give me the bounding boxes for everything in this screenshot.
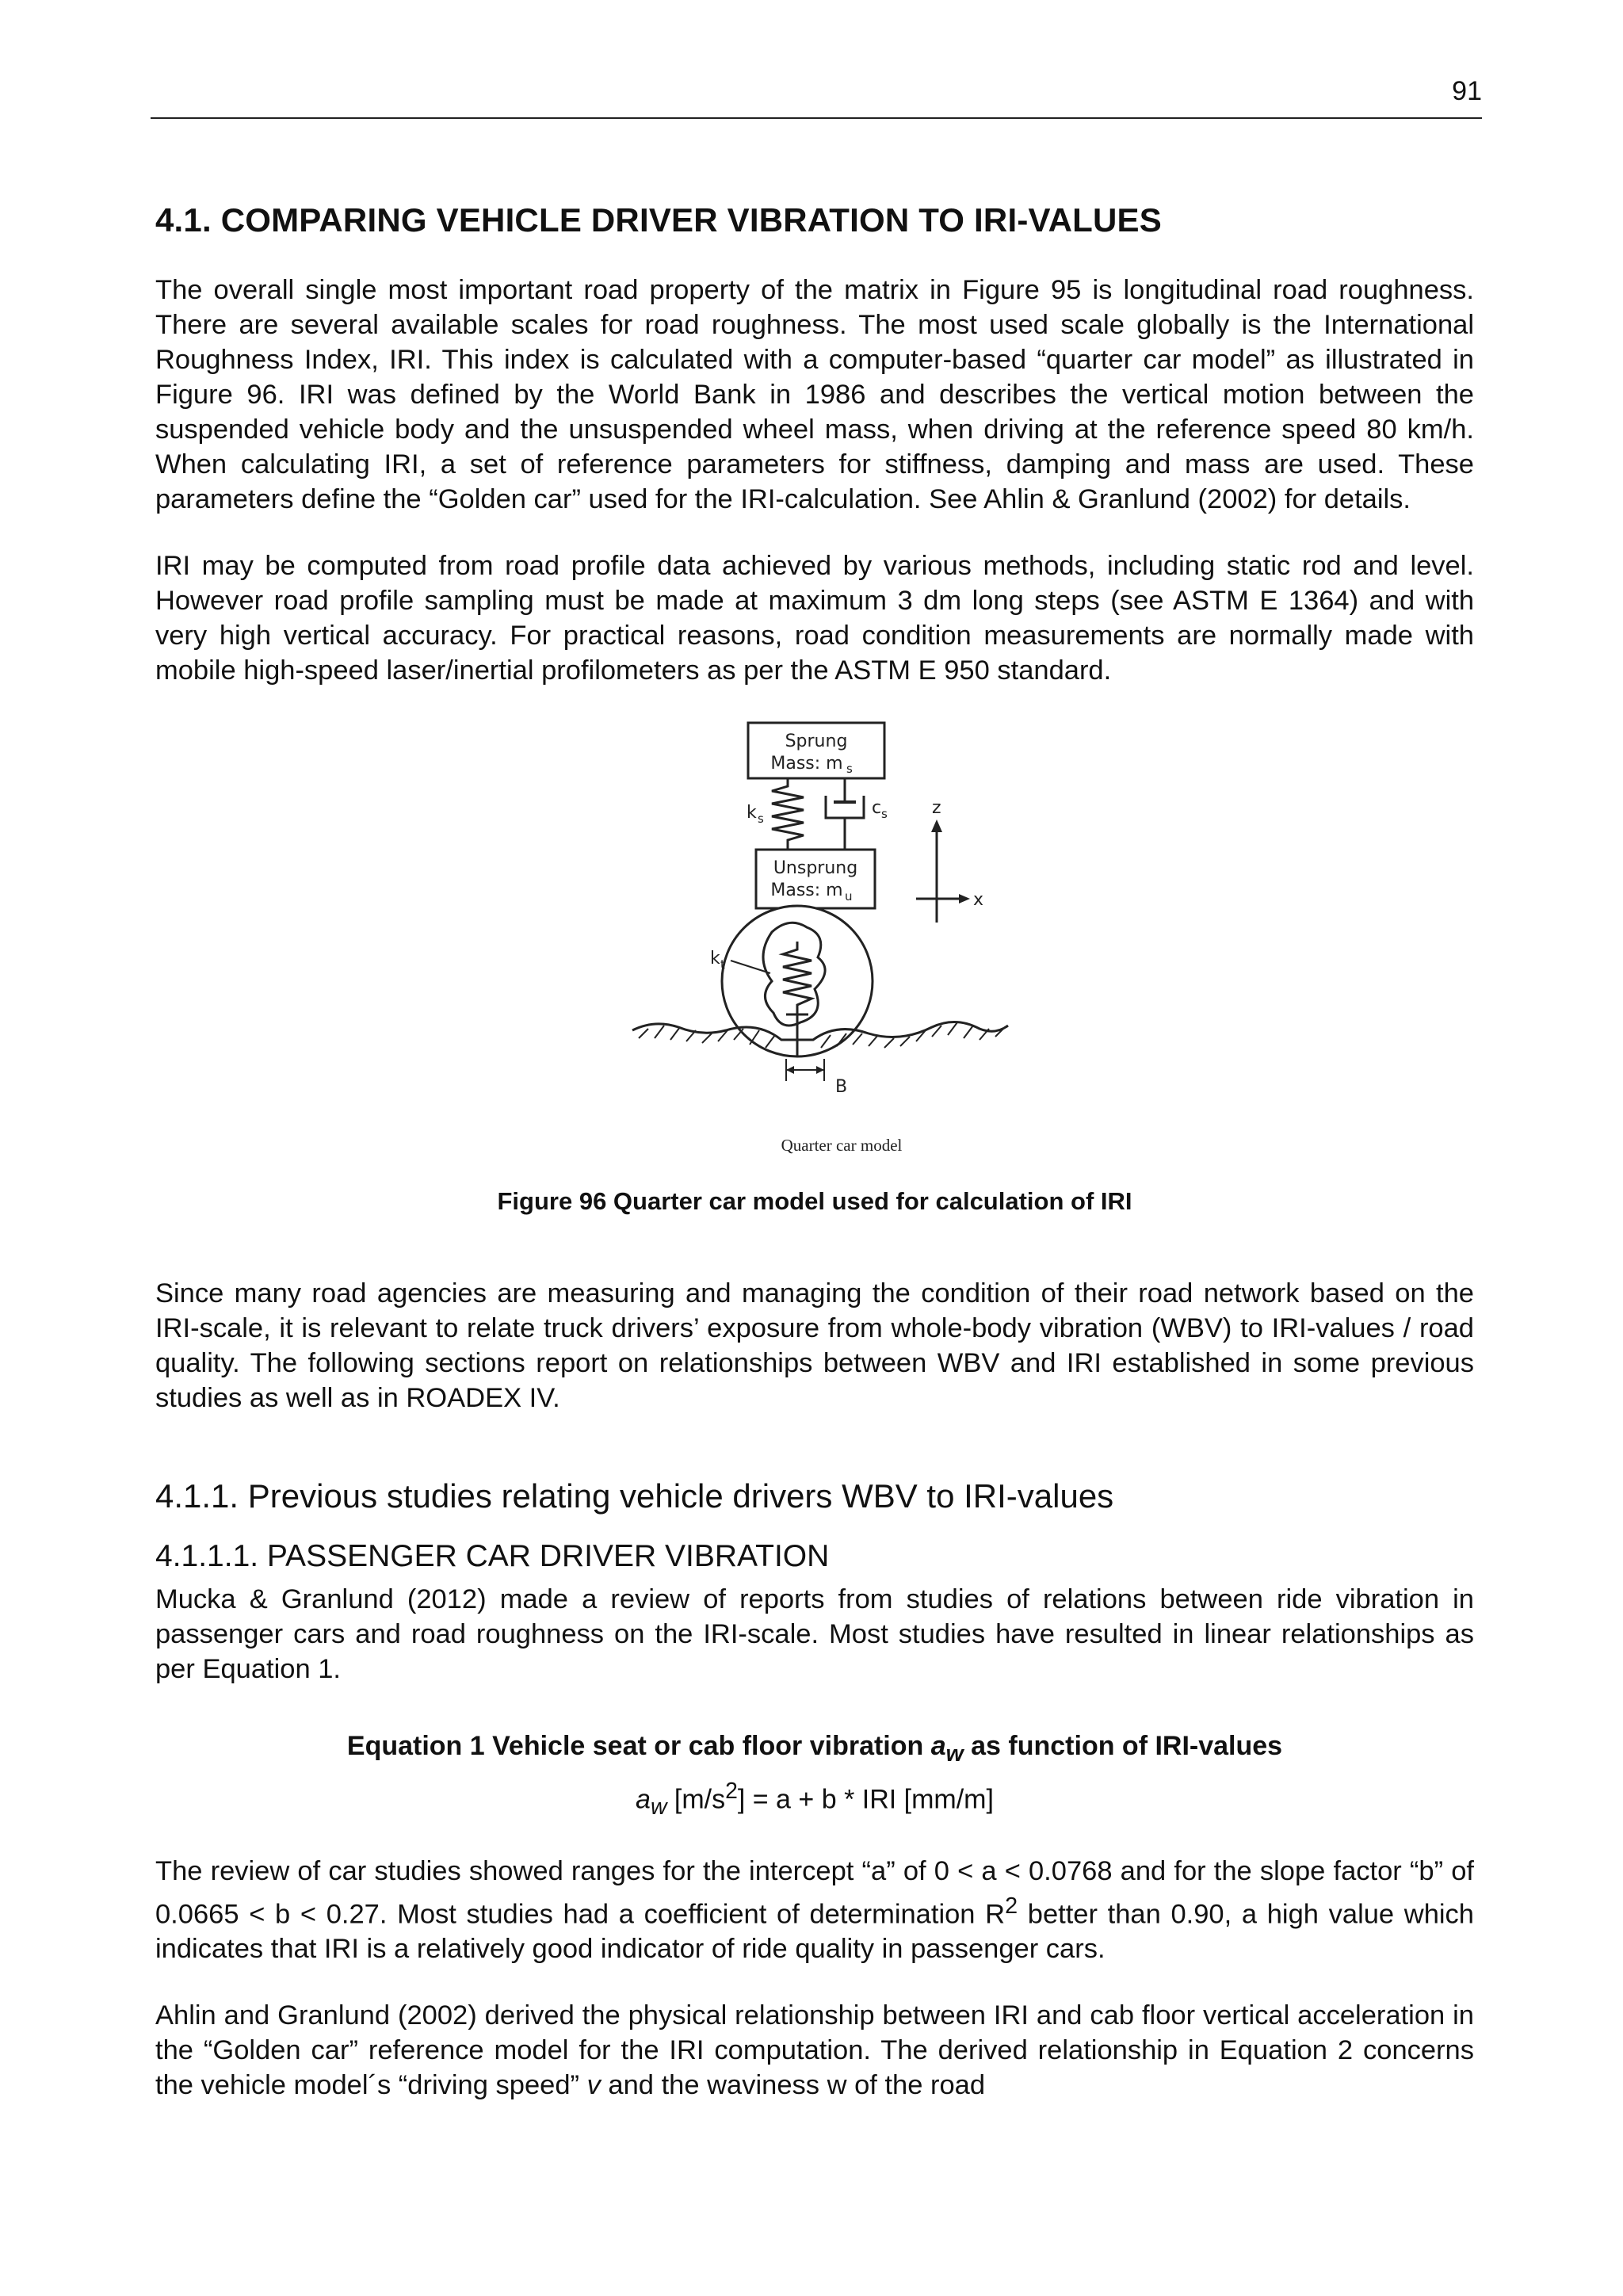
paragraph-iri-intro: The overall single most important road property of the matrix in Figure 95 is longitudinal road roughness. There are several available scales for road roughness. The most used scale globally is the International Roughness Index, IRI. This index is calculated with a computer-based “quarter car model” as illustrated in Figure 96. IRI was defined by the World Bank in 1986 and describes the vertical motion between the suspended vehicle body and the unsuspended wheel mass, when driving at the reference speed 80 km/h. When calculating IRI, a set of reference parameters for stiffness, damping and mass are used. These parameters define the “Golden car” used for the IRI-calculation. See Ahlin & Granlund (2002) for details. [155, 275, 1474, 514]
subsection-heading: 4.1.1. Previous studies relating vehicle drivers WBV to IRI-values [155, 1477, 1114, 1515]
tire-spring-outline [763, 923, 825, 1026]
page-number: 91 [1452, 76, 1482, 106]
unsprung-label-sub: u [845, 889, 853, 904]
paragraph-review-results: The review of car studies showed ranges for the intercept “a” of 0 < a < 0.0768 and for the slope factor “b” of 0.0665 < b < 0.27. Most studies had a coefficient of determination $R^2$ better than 0.90, a high value which indicates that IRI is a relatively good indicator of ride quality in passenger cars. [155, 1855, 1474, 1965]
figure-image-caption: Quarter car model [781, 1136, 903, 1155]
paragraph-iri-computation: IRI may be computed from road profile data achieved by various methods, including static rod and level. However road profile sampling must be made at maximum 3 dm long steps (see ASTM E 1364) and with very high vertical accuracy. For practical reasons, road condition measurements are normally made with mobile high-speed laser/inertial profilometers as per the ASTM E 950 standard. [155, 551, 1474, 686]
unsprung-label-line2: Mass: m [770, 881, 843, 900]
header-rule [151, 117, 1482, 119]
paragraph-ahlin-granlund: Ahlin and Granlund (2002) derived the physical relationship between IRI and cab floor vertical acceleration in the “Golden car” reference model for the IRI computation. The derived relationship in Equation 2 concerns the vehicle model´s “driving speed” v and the waviness w of the road [155, 2000, 1474, 2101]
paragraph-wbv-relation: Since many road agencies are measuring and managing the condition of their road network based on the IRI-scale, it is relevant to relate truck drivers’ exposure from whole-body vibration (WBV) to IRI-values / road quality. The following sections report on relationships between WBV and IRI established in some previous studies as well as in ROADEX IV. [155, 1278, 1474, 1413]
kt-label-sub: t [720, 957, 725, 972]
z-axis-arrow [931, 819, 942, 832]
unsprung-label-line1: Unsprung [773, 858, 858, 878]
x-axis-arrow [959, 894, 970, 904]
spring-ks [772, 778, 804, 850]
sprung-label-line1: Sprung [785, 732, 848, 751]
x-label: x [973, 890, 984, 910]
b-label: B [835, 1077, 848, 1097]
ks-label: k [747, 803, 757, 823]
section-heading: 4.1. COMPARING VEHICLE DRIVER VIBRATION TO IRI-VALUES [155, 201, 1162, 239]
paragraph-mucka-review: Mucka & Granlund (2012) made a review of reports from studies of relations between ride vibration in passenger cars and road roughness on the IRI-scale. Most studies have resulted in linear relationships as per Equation 1. [155, 1584, 1474, 1684]
figure-96 [155, 720, 1474, 1187]
cs-label-sub: s [881, 807, 888, 821]
sprung-label-line2: Mass: m [770, 754, 843, 774]
page-content [155, 201, 1474, 2134]
ks-label-sub: s [758, 812, 764, 826]
subsubsection-heading: 4.1.1.1. PASSENGER CAR DRIVER VIBRATION [155, 1539, 830, 1573]
z-label: z [932, 798, 941, 818]
equation-1: $a_w$ $[m/s^2] = a + b$ * IRI [mm/m] [636, 1778, 994, 1820]
kt-label: k [710, 949, 720, 968]
quarter-car-model-diagram [155, 720, 1474, 1187]
figure-caption: Figure 96 Quarter car model used for calculation of IRI [497, 1187, 1132, 1215]
equation-1-caption: Equation 1 Vehicle seat or cab floor vibration $a_w$ as function of IRI-values [346, 1731, 1283, 1767]
cs-label: c [872, 798, 882, 818]
sprung-label-sub: s [846, 762, 853, 776]
